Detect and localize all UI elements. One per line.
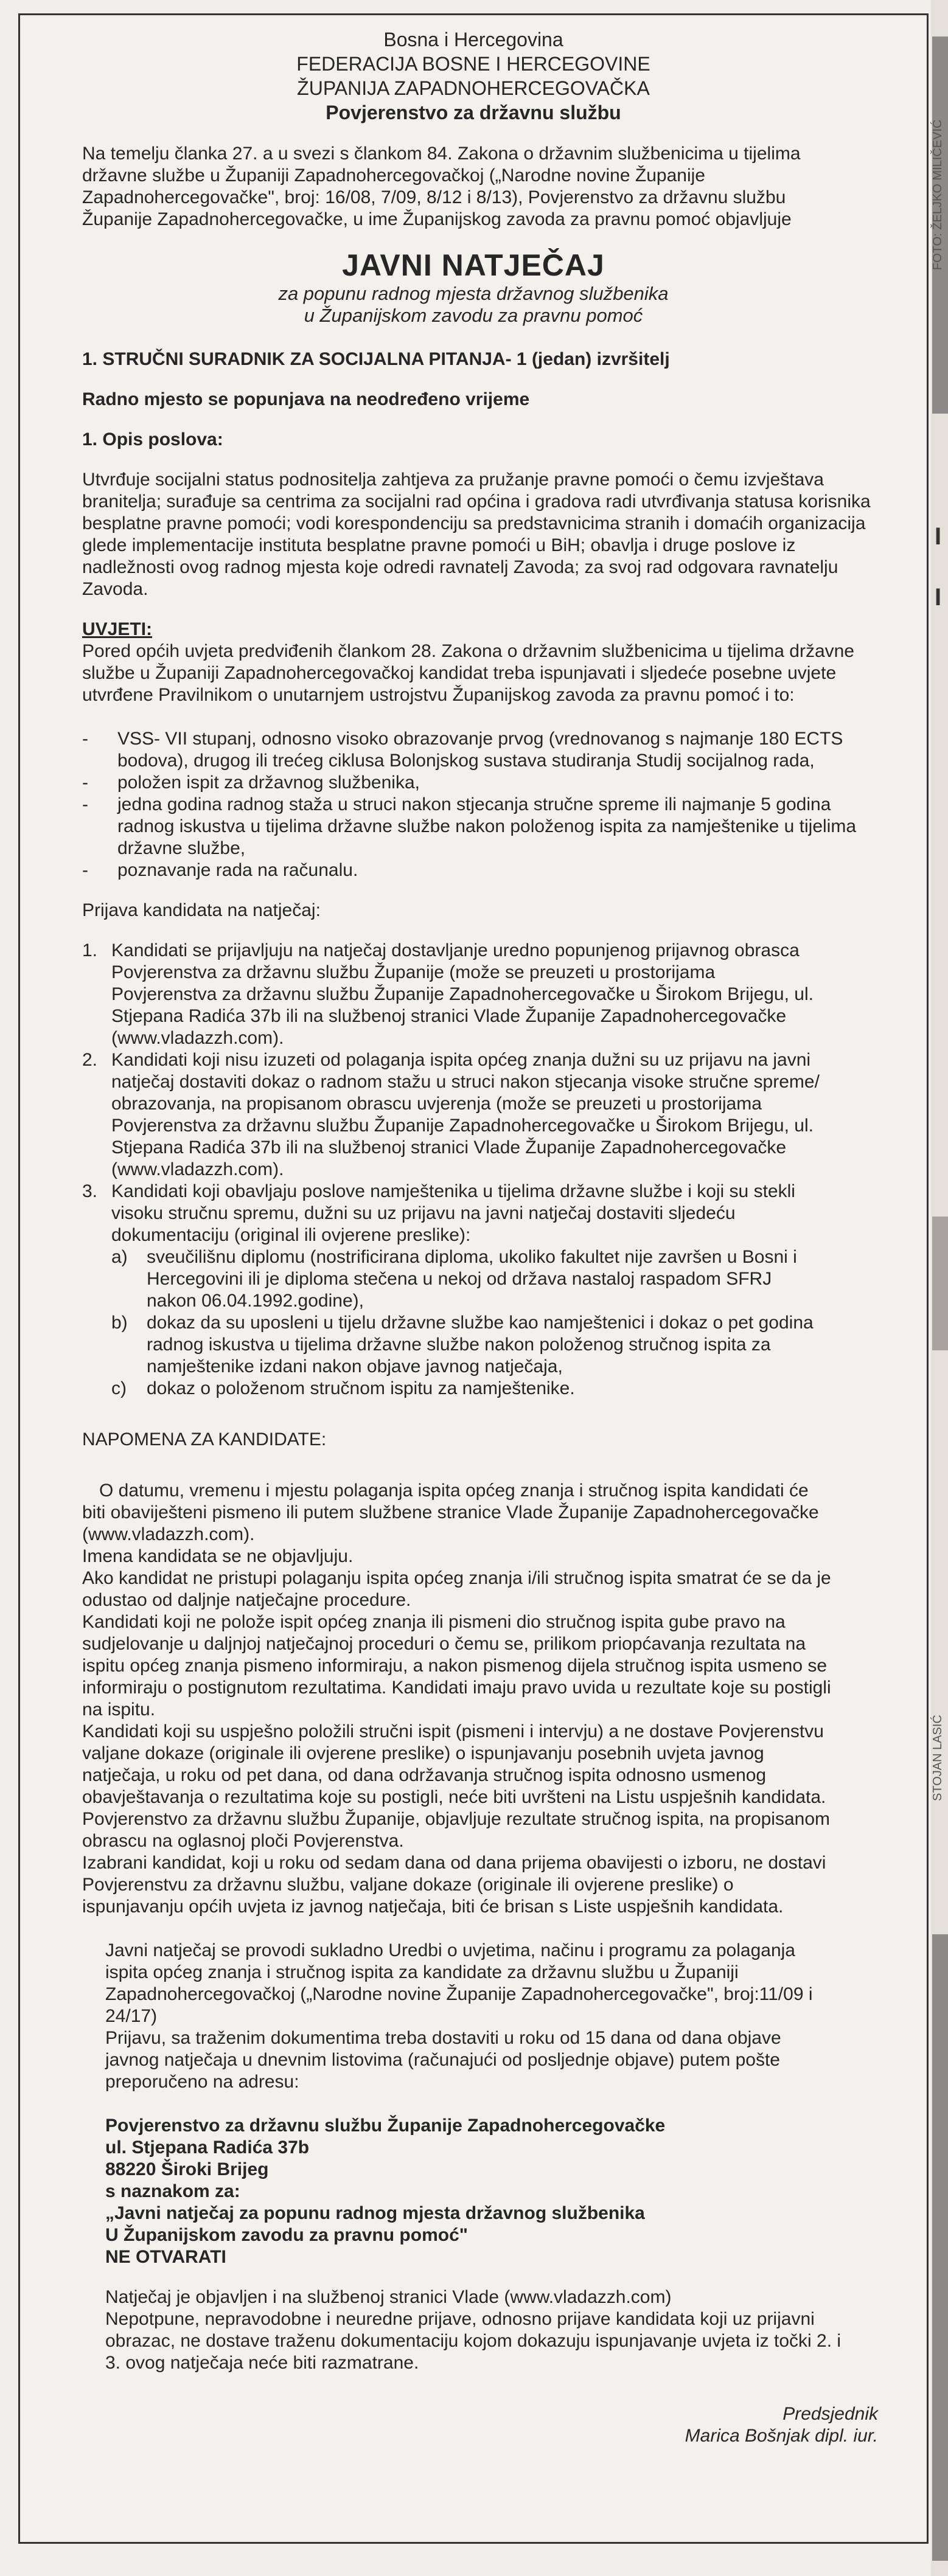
header-federation: FEDERACIJA BOSNE I HERCEGOVINE [296, 53, 650, 75]
address-label: s naznakom za: [105, 2181, 240, 2201]
closing-block [44, 2286, 902, 2374]
application-list-item: 2. Kandidati koji nisu izuzeti od polaganja ispita općeg znanja dužni su uz prijavu na javni natječaj dostaviti dokaz o radnom stažu u struci nakon stjecanja visoke stručne spreme/ obrazovanja, na propisanom obrascu uvjerenja (može se preuzeti u prostorijama Povjerenstva za državnu službu Županije Zapadnohercegovačke u Širokom Brijegu, ul. Stjepana Radića 37b ili na službenoj stranici Vlade Županije Zapadnohercegovačke (www.vladazzh.com). [82, 1050, 820, 1179]
closing-website: Natječaj je objavljen i na službenoj stranici Vlade (www.vladazzh.com) [105, 2287, 672, 2307]
intro-paragraph: Na temelju članka 27. a u svezi s člankom 84. Zakona o državnim službenicima u tijelima državne službe u Županiji Zapadnohercegovačkoj („Narodne novine Županije Zapadnohercegovačke", broj: 16/08, 7/09, 8/12 i 8/13), Povjerenstvo za državnu službu Županije Zapadnohercegovačke, u ime Županijskog zavoda za pravnu pomoć objavljuje [82, 144, 801, 229]
employment-term: Radno mjesto se popunjava na neodređeno vrijeme [82, 389, 530, 409]
application-heading: Prijava kandidata na natječaj: [82, 900, 321, 920]
adjacent-letter: I [935, 584, 942, 611]
duties-heading: 1. Opis poslova: [82, 429, 223, 450]
documents-list-item: a) sveučilišnu diplomu (nostrificirana diploma, ukoliko fakultet nije završen u Bosni i Hercegovini ili je diploma stečena u nekoj od država nastaloj raspadom SFRJ nakon 06.04.1992.godine), [111, 1247, 797, 1311]
conditions-list-item: - VSS- VII stupanj, odnosno visoko obrazovanje prvog (vrednovanog s najmanje 180 ECTS bodova), drugog ili trećeg ciklusa Bolonjskog sustava studiranja Studij socijalnog rada, [82, 729, 843, 771]
address-street: ul. Stjepana Radića 37b [105, 2137, 310, 2158]
application-list [44, 940, 902, 1400]
application-list-item: 3. Kandidati koji obavljaju poslove namještenika u tijelima državne službe i koji su stekli visoku stručnu spremu, dužni su uz prijavu na javni natječaj dostaviti sljedeću dokumentaciju (original ili ovjerene preslike): [82, 1181, 795, 1245]
conditions-list-item: - položen ispit za državnog službenika, [82, 772, 420, 793]
header-canton: ŽUPANIJA ZAPADNOHERCEGOVAČKA [297, 77, 650, 99]
note-heading: NAPOMENA ZA KANDIDATE: [82, 1429, 327, 1449]
notice-header [44, 27, 902, 125]
application-list-item: 1. Kandidati se prijavljuju na natječaj dostavljanje uredno popunjenog prijavnog obrasca Povjerenstva za državnu službu Županije (može se preuzeti u prostorijama Povjerenstva za državnu službu Županije Zapadnohercegovačke u Širokom Brijegu, ul. Stjepana Radića 37b ili na službenoj stranici Vlade Županije Zapadnohercegovačke (www.vladazzh.com). [82, 940, 814, 1048]
notice-subtitle-2: u Županijskom zavodu za pravnu pomoć [304, 305, 643, 326]
notice-title: JAVNI NATJEČAJ [342, 248, 605, 282]
photo-credit-top: FOTO: ŽELJKO MILIČEVIĆ [931, 119, 944, 270]
adjacent-photo [932, 1934, 948, 2561]
address-recipient: Povjerenstvo za državnu službu Županije Zapadnohercegovačke [105, 2116, 666, 2136]
documents-list-item: b) dokaz da su uposleni u tijelu državne službe kao namještenici i dokaz o pet godina radnog iskustva u tijelima državne službe nakon položenog stručnog ispita za namještenike izdani nakon objave javnog natječaja, [111, 1313, 814, 1377]
position-title: 1. STRUČNI SURADNIK ZA SOCIJALNA PITANJA- 1 (jedan) izvršitelj [82, 349, 670, 369]
public-notice [18, 13, 929, 2544]
note-paragraph: Izabrani kandidat, koji u roku od sedam dana od dana prijema obavijesti o izboru, ne dostavi Povjerenstvu za državnu službu, valjane dokaze (originale ili ovjerene preslike) o ispunjavanju općih uvjeta iz javnog natječaja, biti će brisan s Liste uspješnih kandidata. [82, 1853, 826, 1917]
adjacent-photo [932, 1217, 948, 1350]
submission-paragraph: Prijavu, sa traženim dokumentima treba dostaviti u roku od 15 dana od dana objave javnog natječaja u dnevnim listovima (računajući od posljednje objave) putem pošte preporučeno na adresu: [105, 2028, 781, 2092]
address-subject-2: U Županijskom zavodu za pravnu pomoć" [105, 2225, 468, 2245]
adjacent-page-strip [931, 0, 948, 2576]
conditions-heading: UVJETI: [82, 619, 153, 639]
signature-block [44, 2403, 902, 2447]
note-paragraph: Povjerenstvo za državnu službu Županije, objavljuje rezultate stručnog ispita, na propisanom obrascu na oglasnoj ploči Povjerenstva. [82, 1809, 831, 1851]
duties-text: Utvrđuje socijalni status podnositelja zahtjeva za pružanje pravne pomoći o čemu izvještava branitelja; surađuje sa centrima za socijalni rad općina i gradova radi utvrđivanja statusa korisnika besplatne pravne pomoći; vodi korespondenciju sa predstavnicima stranih i domaćih organizacija glede implementacije instituta besplatne pravne pomoći u BiH; obavlja i druge poslove iz nadležnosti ovog radnog mjesta koje odredi ravnatelj Zavoda; za svoj rad odgovara ravnatelju Zavoda. [82, 470, 871, 599]
conditions-list-item: - poznavanje rada na računalu. [82, 860, 358, 880]
photo-credit-bottom: STOJAN LASIĆ [931, 1715, 944, 1801]
conditions-list [44, 728, 902, 881]
address-subject-1: „Javni natječaj za popunu radnog mjesta državnog službenika [105, 2203, 645, 2223]
closing-incomplete: Nepotpune, nepravodobne i neuredne prijave, odnosno prijave kandidata koji uz prijavni obrazac, ne dostave traženu dokumentaciju kojom dokazuju ispunjavanje uvjeta iz točki 2. i 3. ovog natječaja neće biti razmatrane. [105, 2309, 842, 2373]
header-commission: Povjerenstvo za državnu službu [326, 102, 621, 123]
note-paragraphs [44, 1480, 902, 1918]
signature-name: Marica Bošnjak dipl. iur. [685, 2426, 878, 2446]
notice-subtitle-1: za popunu radnog mjesta državnog službenika [278, 283, 669, 304]
address-city: 88220 Široki Brijeg [105, 2159, 269, 2179]
address-do-not-open: NE OTVARATI [105, 2247, 226, 2267]
procedure-paragraph: Javni natječaj se provodi sukladno Uredbi o uvjetima, načinu i programu za polaganja ispita općeg znanja i stručnog ispita za kandidate za državnu službu u Županiji Zapadnohercegovačkoj („Narodne novine Županije Zapadnohercegovačke", broj:11/09 i 24/17) [105, 1940, 813, 2026]
conditions-text: Pored općih uvjeta predviđenih člankom 28. Zakona o državnim službenicima u tijelima državne službe u Županiji Zapadnohercegovačkoj kandidat treba ispunjavati i sljedeće posebne uvjete utvrđene Pravilnikom o unutarnjem ustrojstvu Županijskog zavoda za pravnu pomoć i to: [82, 641, 854, 705]
note-paragraph: Kandidati koji su uspješno položili stručni ispit (pismeni i intervju) a ne dostave Povjerenstvu valjane dokaze (originale ili ovjerene preslike) o ispunjavanju posebnih uvjeta javnog natječaja, u roku od pet dana, od dana održavanja stručnog ispita odnosno usmenog obavještavanja o rezultatima koje su postigli, neće biti uvršteni na Listu uspješnih kandidata. [82, 1721, 826, 1807]
signature-role: Predsjednik [782, 2404, 878, 2424]
note-paragraph: Kandidati koji ne polože ispit općeg znanja ili pismeni dio stručnog ispita gube pravo na sudjelovanje u daljnjoj natječajnoj proceduri o čemu se, prilikom priopćavanja rezultata na ispitu općeg znanja pismeno informiraju, a nakon pismenog dijela stručnog ispita usmeno se informiraju o postignutom rezultatima. Kandidati imaju pravo uvida u rezultate koje su postigli na ispitu. [82, 1612, 831, 1720]
conditions-list-item: - jedna godina radnog staža u struci nakon stjecanja stručne spreme ili najmanje 5 godina radnog iskustva u tijelima državne službe nakon položenog ispita za namještenike u tijelima državne službe, [82, 794, 857, 858]
header-country: Bosna i Hercegovina [383, 29, 563, 50]
mailing-address [44, 2115, 902, 2268]
adjacent-letter: I [935, 523, 942, 550]
note-paragraph: O datumu, vremenu i mjestu polaganja ispita općeg znanja i stručnog ispita kandidati će biti obaviješteni pismeno ili putem službene stranice Vlade Županije Zapadnohercegovačke (www.vladazzh.com). [82, 1481, 819, 1544]
note-paragraph: Ako kandidat ne pristupi polaganju ispita općeg znanja i/ili stručnog ispita smatrat će se da je odustao od daljnje natječajne procedure. [82, 1568, 831, 1610]
documents-list-item: c) dokaz o položenom stručnom ispitu za namještenike. [111, 1378, 575, 1398]
note-paragraph: Imena kandidata se ne objavljuju. [82, 1546, 354, 1566]
